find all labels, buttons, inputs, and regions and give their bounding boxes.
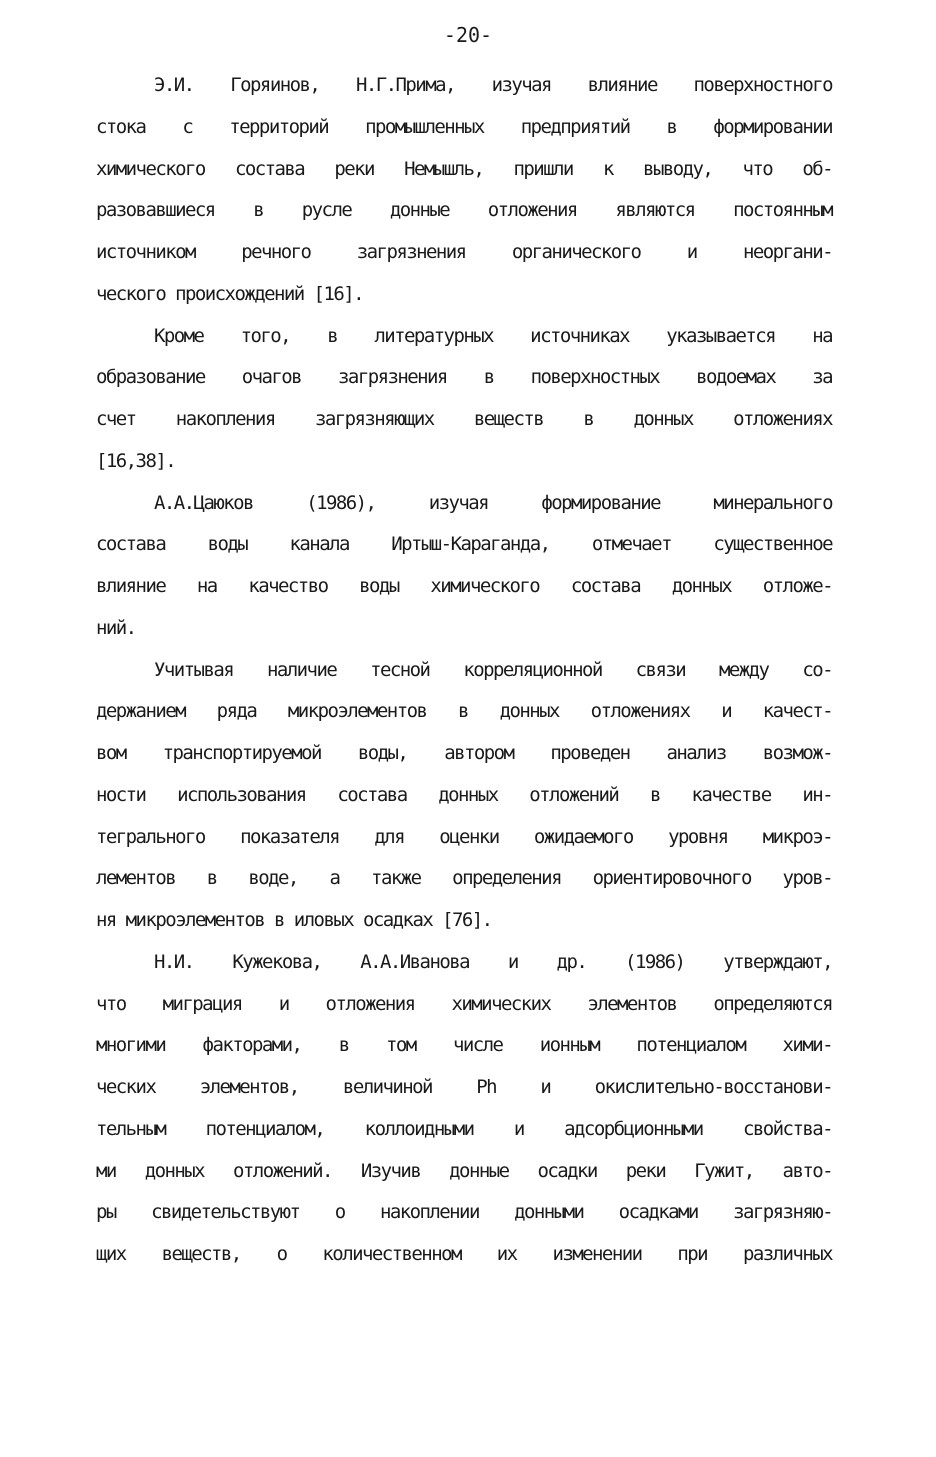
text-line: щих веществ, о количественном их изменении при различных <box>96 1243 832 1265</box>
text-line: держанием ряда микроэлементов в донных отложениях и качест- <box>96 700 832 723</box>
text-line: Учитывая наличие тесной корреляционной связи между со- <box>154 658 832 681</box>
text-line: тельным потенциалом, коллоидными и адсорбционными свойства- <box>96 1117 832 1140</box>
text-line: ности использования состава донных отложений в качестве ин- <box>96 783 832 806</box>
text-line: [16,38]. <box>96 449 176 472</box>
text-line: вом транспортируемой воды, автором проведен анализ возмож- <box>96 742 832 764</box>
text-line: Кроме того, в литературных источниках указывается на <box>154 324 832 347</box>
text-line: стока с территорий промышленных предприятий в формировании <box>96 115 832 138</box>
text-line: Н.И. Кужекова, А.А.Иванова и др. (1986) утверждают, <box>154 950 832 973</box>
page-number: -20- <box>443 23 493 47</box>
text-line: Э.И. Горяинов, Н.Г.Прима, изучая влияние поверхностного <box>154 74 832 96</box>
text-line: тегрального показателя для оценки ожидаемого уровня микроэ- <box>96 825 832 848</box>
text-line: счет накопления загрязняющих веществ в донных отложениях <box>96 408 832 430</box>
text-line: ры свидетельствуют о накоплении донными осадками загрязняю- <box>96 1201 832 1224</box>
text-line: образование очагов загрязнения в поверхностных водоемах за <box>96 366 832 389</box>
text-line: ня микроэлементов в иловых осадках [76]. <box>96 909 492 931</box>
text-line: лементов в воде, а также определения ориентировочного уров- <box>96 867 832 890</box>
text-line: химического состава реки Немышль, пришли к выводу, что об- <box>96 157 832 180</box>
text-line: ми донных отложений. Изучив донные осадки реки Гужит, авто- <box>96 1159 832 1182</box>
text-line: многими факторами, в том числе ионным потенциалом хими- <box>96 1034 832 1057</box>
text-line: состава воды канала Иртыш-Караганда, отмечает существенное <box>96 533 832 556</box>
text-line: А.А.Цаюков (1986), изучая формирование минерального <box>154 491 832 514</box>
text-line: ческого происхождений [16]. <box>96 282 364 305</box>
text-line: ческих элементов, величиной Ph и окислительно-восстанови- <box>96 1076 832 1098</box>
text-line: разовавшиеся в русле донные отложения являются постоянным <box>96 199 832 222</box>
text-line: источником речного загрязнения органического и неоргани- <box>96 241 832 263</box>
text-line: ний. <box>96 616 136 639</box>
text-line: влияние на качество воды химического состава донных отложе- <box>96 575 832 597</box>
text-line: что миграция и отложения химических элементов определяются <box>96 992 832 1015</box>
